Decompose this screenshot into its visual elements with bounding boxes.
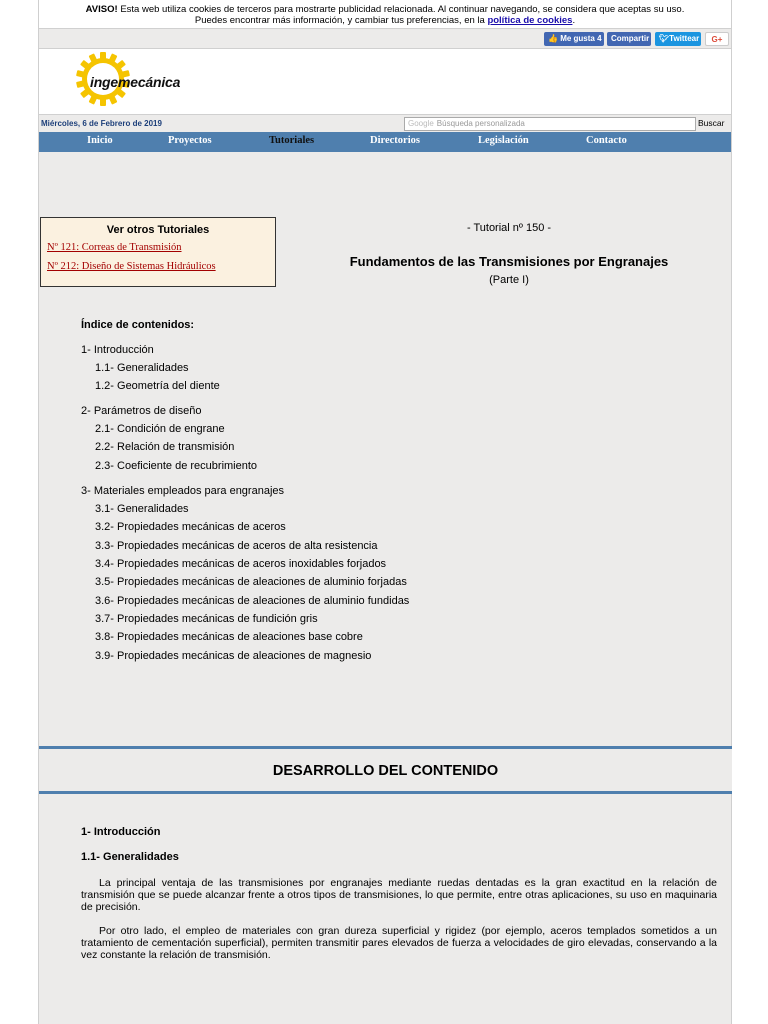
cookie-notice (39, 0, 731, 28)
section-heading-1-1: 1.1- Generalidades (81, 851, 179, 863)
body-paragraph: Por otro lado, el empleo de materiales con gran dureza superficial y rigidez (por ejemplo, aceros templados sometidos a un tratamiento de cementación superficial), permiten transmitir pares elevados de fuerza a velocidades de giro elevadas, conservando a la vez constante la relación de transmisión. (81, 925, 717, 961)
index-item[interactable]: 3.1- Generalidades (95, 503, 189, 515)
search-input[interactable] (404, 117, 696, 131)
nav-inicio[interactable]: Inicio (87, 135, 113, 146)
nav-directorios[interactable]: Directorios (370, 135, 420, 146)
site-header (39, 48, 731, 114)
thumbs-up-icon: 👍 (548, 34, 561, 43)
search-placeholder: Búsqueda personalizada (436, 119, 525, 128)
index-item[interactable]: 3.6- Propiedades mecánicas de aleaciones de aluminio fundidas (95, 595, 410, 607)
main-nav (39, 132, 731, 152)
google-plus-button[interactable]: G+ (705, 32, 729, 46)
page-title: Fundamentos de las Transmisiones por Engranajes (349, 254, 669, 269)
google-watermark: Google (408, 119, 434, 128)
cookie-line1: Esta web utiliza cookies de terceros para mostrarte publicidad relacionada. Al continuar navegando, se considera que aceptas su uso. (117, 4, 685, 15)
development-title: DESARROLLO DEL CONTENIDO (272, 763, 499, 779)
index-item[interactable]: 3.8- Propiedades mecánicas de aleaciones base cobre (95, 631, 363, 643)
current-date: Miércoles, 6 de Febrero de 2019 (41, 119, 162, 128)
index-item[interactable]: 2.1- Condición de engrane (95, 423, 225, 435)
section-heading-1: 1- Introducción (81, 826, 161, 838)
index-item[interactable]: 3.2- Propiedades mecánicas de aceros (95, 521, 286, 533)
facebook-share-button[interactable]: Compartir (607, 32, 651, 46)
development-section-band (39, 746, 732, 794)
index-item[interactable]: 2.2- Relación de transmisión (95, 441, 235, 453)
index-item[interactable]: 3.9- Propiedades mecánicas de aleaciones de magnesio (95, 650, 372, 662)
index-item[interactable]: 3.3- Propiedades mecánicas de aceros de alta resistencia (95, 540, 378, 552)
search-button[interactable]: Buscar (698, 118, 725, 128)
body-paragraph: La principal ventaja de las transmisiones por engranajes mediante ruedas dentadas es la gran exactitud en la relación de transmisión que se puede alcanzar frente a otros tipos de transmisiones, lo que permite, entre otras aplicaciones, su uso en maquinaria de precisión. (81, 877, 717, 913)
index-item[interactable]: 1.2- Geometría del diente (95, 380, 220, 392)
tutorial-link-121[interactable]: Nº 121: Correas de Transmisión (47, 242, 182, 253)
index-item[interactable]: 3- Materiales empleados para engranajes (81, 485, 285, 497)
nav-tutoriales[interactable]: Tutoriales (269, 135, 315, 146)
social-bar (39, 28, 731, 48)
like-label: Me gusta 4 (560, 34, 602, 43)
index-item[interactable]: 2- Parámetros de diseño (81, 405, 202, 417)
tutorial-link-212[interactable]: Nº 212: Diseño de Sistemas Hidráulicos (47, 261, 216, 272)
page (38, 0, 732, 1024)
nav-legislacion[interactable]: Legislación (478, 135, 529, 146)
index-item[interactable]: 3.5- Propiedades mecánicas de aleaciones de aluminio forjadas (95, 576, 407, 588)
facebook-like-button[interactable] (544, 32, 604, 46)
cookie-aviso: AVISO! (85, 4, 118, 15)
index-item[interactable]: 3.4- Propiedades mecánicas de aceros inoxidables forjados (95, 558, 387, 570)
site-logo-text[interactable]: ingemecánica (90, 74, 181, 90)
index-item[interactable]: 3.7- Propiedades mecánicas de fundición gris (95, 613, 318, 625)
date-search-row (39, 114, 731, 132)
twitter-bird-icon: 🐦︎ (659, 34, 670, 43)
index-item[interactable]: 1- Introducción (81, 344, 154, 356)
index-item[interactable]: 1.1- Generalidades (95, 362, 189, 374)
cookie-end: . (572, 15, 576, 26)
other-tutorials-title: Ver otros Tutoriales (106, 224, 210, 236)
nav-proyectos[interactable]: Proyectos (168, 135, 212, 146)
other-tutorials-box (40, 217, 276, 287)
tweet-label: Twittear (669, 34, 700, 43)
tutorial-part: (Parte I) (489, 274, 529, 286)
cookie-line2: Puedes encontrar más información, y cambiar tus preferencias, en la (194, 15, 488, 26)
cookie-policy-link[interactable]: política de cookies (487, 15, 573, 26)
tweet-button[interactable] (655, 32, 701, 46)
tutorial-number: - Tutorial nº 150 - (466, 222, 552, 234)
index-item[interactable]: 2.3- Coeficiente de recubrimiento (95, 460, 258, 472)
nav-contacto[interactable]: Contacto (586, 135, 627, 146)
index-heading: Índice de contenidos: (81, 319, 195, 331)
